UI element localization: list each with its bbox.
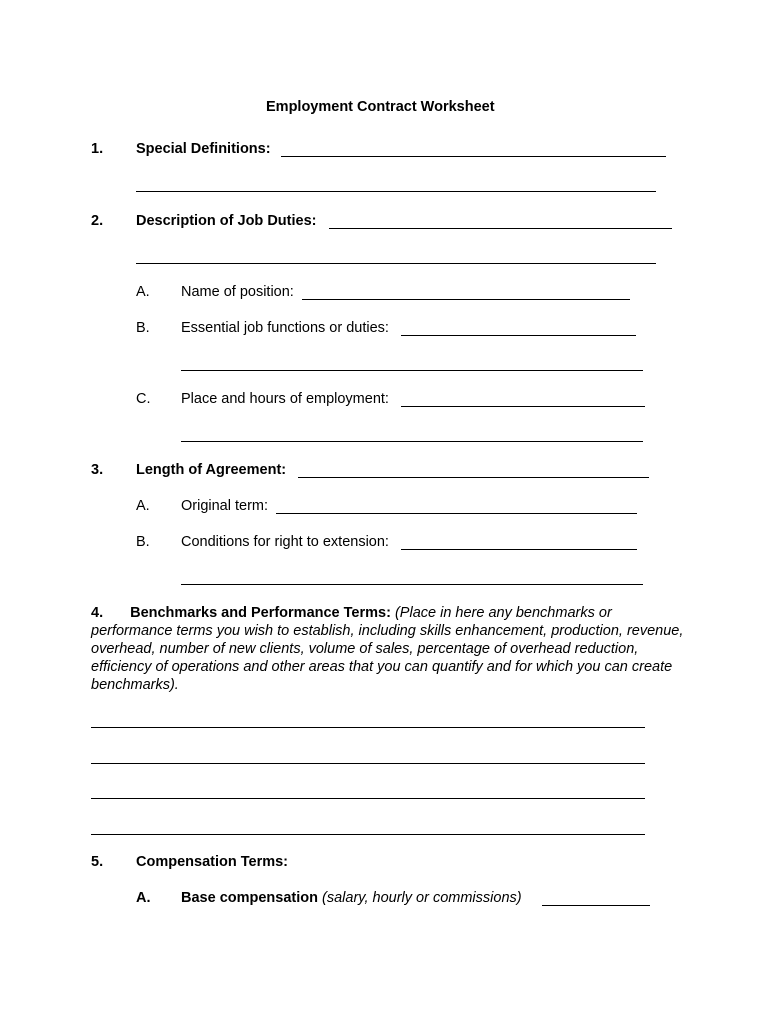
benchmarks-field-2[interactable]: [91, 763, 645, 764]
benchmarks-label: Benchmarks and Performance Terms:: [130, 605, 391, 621]
original-term-label: Original term:: [181, 498, 269, 514]
base-compensation-field[interactable]: [542, 905, 650, 906]
extension-conditions-field-2[interactable]: [181, 584, 643, 585]
base-compensation-row: [181, 890, 522, 907]
item-letter-5a: A.: [136, 890, 151, 906]
job-functions-field-2[interactable]: [181, 370, 643, 371]
place-hours-label: Place and hours of employment:: [181, 391, 389, 407]
position-name-label: Name of position:: [181, 284, 294, 300]
benchmarks-field-1[interactable]: [91, 727, 645, 728]
benchmarks-field-4[interactable]: [91, 834, 645, 835]
special-definitions-field-2[interactable]: [136, 191, 656, 192]
item-letter-2a: A.: [136, 284, 150, 300]
position-name-field[interactable]: [302, 299, 630, 300]
job-duties-field-2[interactable]: [136, 263, 656, 264]
agreement-length-label: Length of Agreement:: [136, 462, 287, 478]
agreement-length-field[interactable]: [298, 477, 649, 478]
section-number-5: 5.: [91, 854, 104, 870]
extension-conditions-field[interactable]: [401, 549, 637, 550]
compensation-terms-label: Compensation Terms:: [136, 854, 289, 870]
job-functions-field[interactable]: [401, 335, 636, 336]
benchmarks-note: (Place in here any benchmarks or performance terms you wish to establish, including skills enhancement, production, revenue, overhead, number of new clients, volume of sales, percentage of overhead reduction, efficiency of operations and other areas that you can quantify and for which you can create benchmarks).: [91, 605, 684, 693]
job-functions-label: Essential job functions or duties:: [181, 320, 389, 336]
section-number-3: 3.: [91, 462, 104, 478]
page-title: Employment Contract Worksheet: [266, 99, 495, 115]
section-number-1: 1.: [91, 141, 104, 157]
benchmarks-field-3[interactable]: [91, 798, 645, 799]
place-hours-field[interactable]: [401, 406, 645, 407]
special-definitions-field[interactable]: [281, 156, 666, 157]
benchmarks-paragraph: [91, 604, 691, 694]
item-letter-2c: C.: [136, 391, 151, 407]
job-duties-field[interactable]: [329, 228, 672, 229]
item-letter-2b: B.: [136, 320, 150, 336]
base-compensation-label: Base compensation: [181, 890, 318, 906]
base-compensation-note: (salary, hourly or commissions): [322, 890, 522, 906]
original-term-field[interactable]: [276, 513, 637, 514]
item-letter-3a: A.: [136, 498, 150, 514]
special-definitions-label: Special Definitions:: [136, 141, 271, 157]
item-letter-3b: B.: [136, 534, 150, 550]
section-number-4: 4.: [91, 605, 104, 621]
section-number-2: 2.: [91, 213, 104, 229]
extension-conditions-label: Conditions for right to extension:: [181, 534, 389, 550]
place-hours-field-2[interactable]: [181, 441, 643, 442]
job-duties-label: Description of Job Duties:: [136, 213, 317, 229]
